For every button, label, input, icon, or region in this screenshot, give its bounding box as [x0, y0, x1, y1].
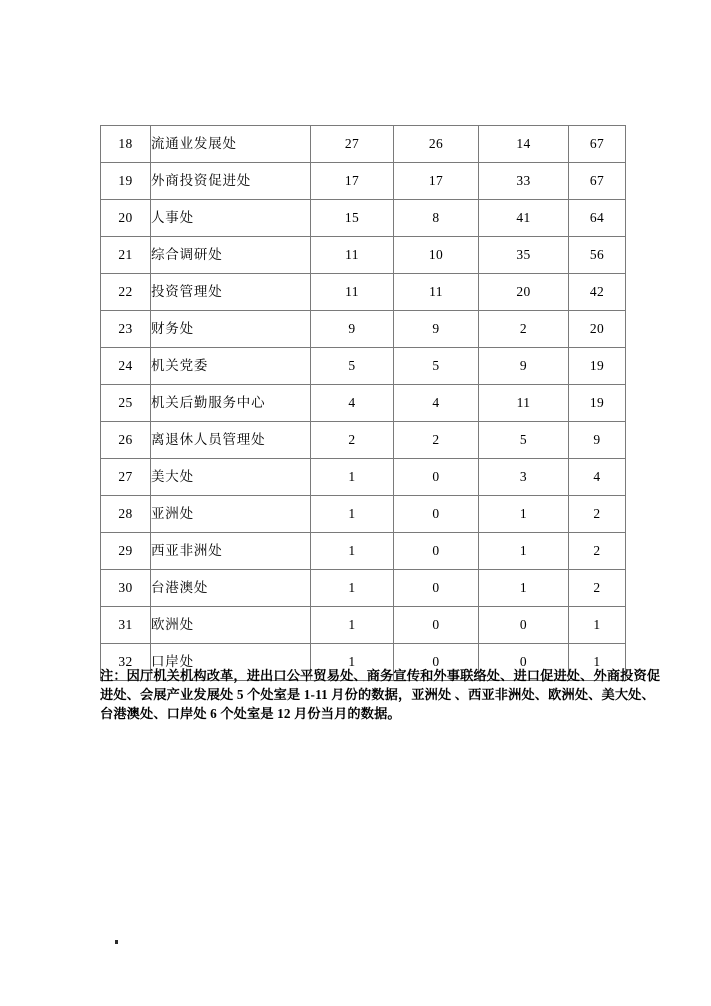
cell-row-index: 19 [101, 163, 151, 200]
cell-row-index: 27 [101, 459, 151, 496]
cell-total: 2 [569, 570, 626, 607]
statistics-table [100, 125, 626, 681]
cell-value-3: 2 [479, 311, 569, 348]
cell-department-name: 亚洲处 [151, 496, 311, 533]
cell-department-name: 综合调研处 [151, 237, 311, 274]
cell-value-2: 0 [394, 533, 479, 570]
cell-value-1: 1 [311, 607, 394, 644]
cell-total: 19 [569, 385, 626, 422]
cell-value-3: 0 [479, 644, 569, 681]
cell-row-index: 23 [101, 311, 151, 348]
table-row [101, 200, 626, 237]
cell-value-3: 9 [479, 348, 569, 385]
table-row [101, 237, 626, 274]
cell-value-1: 1 [311, 459, 394, 496]
cell-value-1: 2 [311, 422, 394, 459]
cell-row-index: 18 [101, 126, 151, 163]
cell-department-name: 美大处 [151, 459, 311, 496]
cell-total: 67 [569, 126, 626, 163]
cell-value-2: 0 [394, 496, 479, 533]
cell-department-name: 机关后勤服务中心 [151, 385, 311, 422]
cell-row-index: 28 [101, 496, 151, 533]
cell-department-name: 外商投资促进处 [151, 163, 311, 200]
cell-row-index: 32 [101, 644, 151, 681]
table-row [101, 607, 626, 644]
cell-total: 42 [569, 274, 626, 311]
cell-value-1: 5 [311, 348, 394, 385]
cell-row-index: 26 [101, 422, 151, 459]
cell-department-name: 机关党委 [151, 348, 311, 385]
footnote-line: 进处、会展产业发展处 5 个处室是 1-11 月份的数据，亚洲处 、西亚非洲处、欧洲处、美大处、 [100, 687, 655, 702]
cell-value-2: 5 [394, 348, 479, 385]
cell-value-3: 1 [479, 496, 569, 533]
cell-value-3: 41 [479, 200, 569, 237]
statistics-table-body [101, 126, 626, 681]
cell-department-name: 口岸处 [151, 644, 311, 681]
cell-row-index: 24 [101, 348, 151, 385]
cell-total: 4 [569, 459, 626, 496]
cell-value-2: 17 [394, 163, 479, 200]
cell-value-1: 27 [311, 126, 394, 163]
cell-row-index: 25 [101, 385, 151, 422]
cell-value-3: 14 [479, 126, 569, 163]
cell-department-name: 欧洲处 [151, 607, 311, 644]
cell-value-3: 35 [479, 237, 569, 274]
cell-value-3: 1 [479, 570, 569, 607]
cell-value-2: 0 [394, 644, 479, 681]
cell-total: 64 [569, 200, 626, 237]
cell-value-3: 5 [479, 422, 569, 459]
cell-value-1: 15 [311, 200, 394, 237]
cell-value-2: 0 [394, 607, 479, 644]
cell-department-name: 财务处 [151, 311, 311, 348]
cell-value-3: 3 [479, 459, 569, 496]
cell-value-1: 1 [311, 644, 394, 681]
cell-value-3: 33 [479, 163, 569, 200]
cell-row-index: 31 [101, 607, 151, 644]
cell-total: 9 [569, 422, 626, 459]
cell-value-1: 4 [311, 385, 394, 422]
cell-value-2: 11 [394, 274, 479, 311]
table-row [101, 348, 626, 385]
table-row [101, 385, 626, 422]
cell-total: 1 [569, 644, 626, 681]
footnote-line: 台港澳处、口岸处 6 个处室是 12 月份当月的数据。 [100, 706, 401, 721]
table-row [101, 570, 626, 607]
table-row [101, 311, 626, 348]
stray-ink-mark [115, 940, 118, 944]
table-row [101, 126, 626, 163]
table-row [101, 533, 626, 570]
cell-value-3: 11 [479, 385, 569, 422]
cell-row-index: 20 [101, 200, 151, 237]
cell-value-1: 1 [311, 533, 394, 570]
cell-value-3: 1 [479, 533, 569, 570]
cell-department-name: 台港澳处 [151, 570, 311, 607]
table-row [101, 274, 626, 311]
statistics-table-container [100, 125, 625, 681]
cell-value-2: 0 [394, 570, 479, 607]
cell-value-1: 11 [311, 237, 394, 274]
cell-total: 2 [569, 533, 626, 570]
cell-total: 1 [569, 607, 626, 644]
cell-department-name: 投资管理处 [151, 274, 311, 311]
table-row [101, 496, 626, 533]
cell-value-2: 10 [394, 237, 479, 274]
cell-total: 56 [569, 237, 626, 274]
cell-value-1: 11 [311, 274, 394, 311]
table-row [101, 422, 626, 459]
cell-department-name: 人事处 [151, 200, 311, 237]
cell-value-1: 17 [311, 163, 394, 200]
cell-value-1: 1 [311, 496, 394, 533]
cell-value-2: 8 [394, 200, 479, 237]
cell-row-index: 22 [101, 274, 151, 311]
cell-value-2: 4 [394, 385, 479, 422]
table-row [101, 459, 626, 496]
cell-total: 67 [569, 163, 626, 200]
cell-department-name: 西亚非洲处 [151, 533, 311, 570]
cell-row-index: 30 [101, 570, 151, 607]
cell-value-3: 0 [479, 607, 569, 644]
cell-department-name: 流通业发展处 [151, 126, 311, 163]
cell-total: 19 [569, 348, 626, 385]
cell-value-2: 2 [394, 422, 479, 459]
cell-value-1: 9 [311, 311, 394, 348]
cell-row-index: 21 [101, 237, 151, 274]
cell-value-3: 20 [479, 274, 569, 311]
cell-value-2: 26 [394, 126, 479, 163]
cell-value-2: 0 [394, 459, 479, 496]
footnote-line: 注：因厅机关机构改革，进出口公平贸易处、商务宣传和外事联络处、进口促进处、外商投资促 [100, 668, 661, 683]
table-row [101, 163, 626, 200]
cell-total: 20 [569, 311, 626, 348]
cell-department-name: 离退休人员管理处 [151, 422, 311, 459]
cell-value-1: 1 [311, 570, 394, 607]
table-footnote [100, 666, 661, 723]
cell-total: 2 [569, 496, 626, 533]
cell-value-2: 9 [394, 311, 479, 348]
cell-row-index: 29 [101, 533, 151, 570]
